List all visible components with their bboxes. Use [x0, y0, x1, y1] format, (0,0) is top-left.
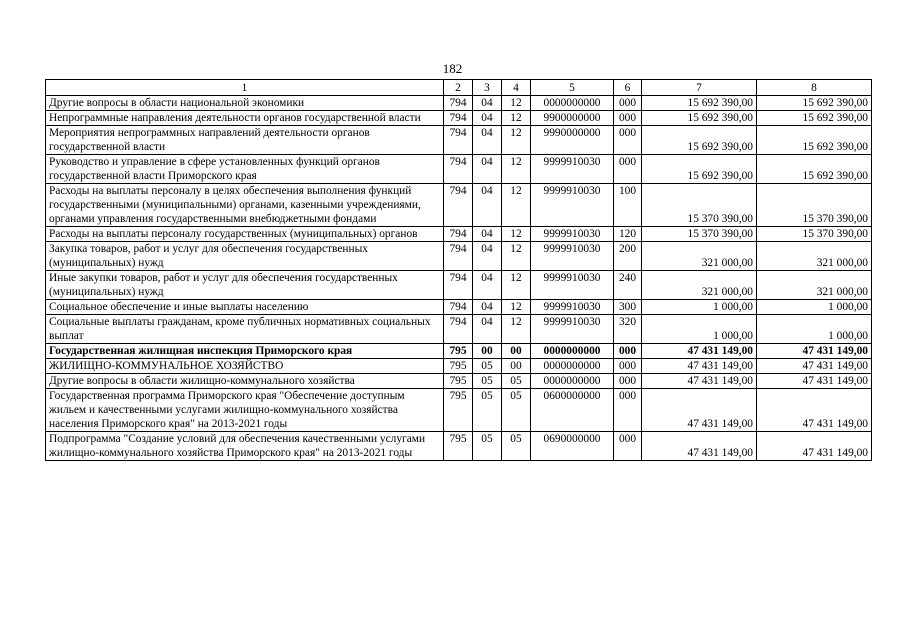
row-code-6: 240 [614, 271, 642, 300]
row-code-2: 795 [444, 359, 473, 374]
row-code-6: 000 [614, 432, 642, 461]
row-amount-8: 15 692 390,00 [757, 96, 872, 111]
row-amount-7: 15 370 390,00 [642, 184, 757, 227]
row-amount-7: 15 692 390,00 [642, 126, 757, 155]
row-code-5: 9999910030 [531, 227, 614, 242]
row-code-4: 12 [502, 96, 531, 111]
row-code-3: 04 [473, 227, 502, 242]
row-amount-8: 15 692 390,00 [757, 126, 872, 155]
row-name: Расходы на выплаты персоналу государственных (муниципальных) органов [46, 227, 444, 242]
row-code-4: 05 [502, 432, 531, 461]
table-row [46, 155, 872, 184]
row-code-3: 04 [473, 184, 502, 227]
row-amount-8: 321 000,00 [757, 242, 872, 271]
row-name: Руководство и управление в сфере установленных функций органов государственной власти Приморского края [46, 155, 444, 184]
row-amount-7: 15 692 390,00 [642, 96, 757, 111]
row-name: Расходы на выплаты персоналу в целях обеспечения выполнения функций государственными (муниципальными) органами, казенными учреждениями, органами управления государственными внебюджетными фондами [46, 184, 444, 227]
row-code-3: 05 [473, 432, 502, 461]
table-row [46, 300, 872, 315]
row-code-5: 0000000000 [531, 344, 614, 359]
row-code-6: 000 [614, 96, 642, 111]
row-code-3: 04 [473, 126, 502, 155]
row-name: Социальное обеспечение и иные выплаты населению [46, 300, 444, 315]
row-code-4: 12 [502, 315, 531, 344]
row-code-2: 795 [444, 344, 473, 359]
row-amount-8: 47 431 149,00 [757, 389, 872, 432]
row-amount-7: 321 000,00 [642, 242, 757, 271]
row-amount-8: 1 000,00 [757, 300, 872, 315]
row-name: Другие вопросы в области национальной экономики [46, 96, 444, 111]
row-amount-7: 321 000,00 [642, 271, 757, 300]
row-code-4: 12 [502, 184, 531, 227]
table-row [46, 344, 872, 359]
row-code-2: 794 [444, 242, 473, 271]
row-amount-7: 47 431 149,00 [642, 344, 757, 359]
column-header: 5 [531, 80, 614, 96]
row-code-4: 05 [502, 374, 531, 389]
row-code-2: 794 [444, 111, 473, 126]
row-code-5: 0000000000 [531, 96, 614, 111]
row-code-2: 794 [444, 300, 473, 315]
column-header: 2 [444, 80, 473, 96]
row-name: Социальные выплаты гражданам, кроме публичных нормативных социальных выплат [46, 315, 444, 344]
row-amount-8: 15 370 390,00 [757, 227, 872, 242]
table-row [46, 184, 872, 227]
row-code-5: 9999910030 [531, 155, 614, 184]
row-code-3: 05 [473, 389, 502, 432]
row-code-5: 0000000000 [531, 359, 614, 374]
row-code-4: 12 [502, 242, 531, 271]
row-code-6: 000 [614, 359, 642, 374]
row-code-5: 9999910030 [531, 184, 614, 227]
row-code-6: 000 [614, 111, 642, 126]
row-code-3: 04 [473, 96, 502, 111]
row-code-6: 320 [614, 315, 642, 344]
row-code-2: 794 [444, 126, 473, 155]
row-code-2: 794 [444, 184, 473, 227]
row-code-3: 04 [473, 155, 502, 184]
row-amount-7: 1 000,00 [642, 300, 757, 315]
row-amount-8: 47 431 149,00 [757, 359, 872, 374]
row-code-3: 05 [473, 374, 502, 389]
row-code-6: 000 [614, 389, 642, 432]
table-row [46, 359, 872, 374]
row-code-5: 9999910030 [531, 242, 614, 271]
row-code-3: 04 [473, 111, 502, 126]
row-code-6: 000 [614, 126, 642, 155]
row-amount-7: 47 431 149,00 [642, 389, 757, 432]
row-amount-7: 1 000,00 [642, 315, 757, 344]
row-code-4: 12 [502, 126, 531, 155]
row-code-6: 000 [614, 344, 642, 359]
row-amount-8: 47 431 149,00 [757, 432, 872, 461]
row-code-5: 9999910030 [531, 300, 614, 315]
row-code-4: 12 [502, 300, 531, 315]
row-code-2: 794 [444, 315, 473, 344]
table-row [46, 111, 872, 126]
column-header: 4 [502, 80, 531, 96]
row-amount-7: 47 431 149,00 [642, 432, 757, 461]
row-code-4: 12 [502, 155, 531, 184]
row-code-2: 795 [444, 432, 473, 461]
row-amount-7: 15 370 390,00 [642, 227, 757, 242]
row-name: Закупка товаров, работ и услуг для обеспечения государственных (муниципальных) нужд [46, 242, 444, 271]
row-code-5: 9999910030 [531, 271, 614, 300]
row-amount-8: 1 000,00 [757, 315, 872, 344]
row-code-3: 04 [473, 300, 502, 315]
row-code-4: 00 [502, 359, 531, 374]
row-code-2: 794 [444, 271, 473, 300]
row-amount-7: 47 431 149,00 [642, 374, 757, 389]
row-code-2: 794 [444, 155, 473, 184]
row-code-2: 795 [444, 389, 473, 432]
row-code-3: 04 [473, 242, 502, 271]
table-row [46, 374, 872, 389]
table-row [46, 389, 872, 432]
row-name: Другие вопросы в области жилищно-коммунального хозяйства [46, 374, 444, 389]
row-name: Непрограммные направления деятельности органов государственной власти [46, 111, 444, 126]
column-header: 7 [642, 80, 757, 96]
table-row [46, 227, 872, 242]
row-amount-8: 47 431 149,00 [757, 344, 872, 359]
column-header: 6 [614, 80, 642, 96]
row-code-6: 000 [614, 155, 642, 184]
table-row [46, 96, 872, 111]
table-row [46, 242, 872, 271]
row-code-5: 0600000000 [531, 389, 614, 432]
row-name: Государственная программа Приморского края "Обеспечение доступным жильем и качественными услугами жилищно-коммунального хозяйства населения Приморского края" на 2013-2021 годы [46, 389, 444, 432]
row-amount-8: 321 000,00 [757, 271, 872, 300]
row-code-5: 0000000000 [531, 374, 614, 389]
row-code-4: 00 [502, 344, 531, 359]
row-code-3: 00 [473, 344, 502, 359]
row-code-4: 12 [502, 271, 531, 300]
table-row [46, 271, 872, 300]
row-amount-8: 15 370 390,00 [757, 184, 872, 227]
row-name: Подпрограмма "Создание условий для обеспечения качественными услугами жилищно-коммунального хозяйства Приморского края" на 2013-2021 годы [46, 432, 444, 461]
column-header: 1 [46, 80, 444, 96]
header-row [46, 80, 872, 96]
row-name: Иные закупки товаров, работ и услуг для обеспечения государственных (муниципальных) нужд [46, 271, 444, 300]
table-row [46, 315, 872, 344]
row-code-3: 05 [473, 359, 502, 374]
row-name: ЖИЛИЩНО-КОММУНАЛЬНОЕ ХОЗЯЙСТВО [46, 359, 444, 374]
row-code-2: 794 [444, 96, 473, 111]
row-code-4: 12 [502, 227, 531, 242]
row-amount-7: 47 431 149,00 [642, 359, 757, 374]
row-code-3: 04 [473, 271, 502, 300]
row-code-2: 795 [444, 374, 473, 389]
column-header: 8 [757, 80, 872, 96]
budget-table [45, 79, 872, 461]
row-code-5: 9999910030 [531, 315, 614, 344]
page-number: 182 [442, 61, 463, 76]
row-code-6: 300 [614, 300, 642, 315]
row-code-5: 9990000000 [531, 126, 614, 155]
row-code-6: 120 [614, 227, 642, 242]
column-header: 3 [473, 80, 502, 96]
row-amount-8: 15 692 390,00 [757, 111, 872, 126]
row-code-5: 0690000000 [531, 432, 614, 461]
row-code-2: 794 [444, 227, 473, 242]
row-code-5: 9900000000 [531, 111, 614, 126]
table-row [46, 126, 872, 155]
table-row [46, 432, 872, 461]
row-code-4: 05 [502, 389, 531, 432]
row-name: Мероприятия непрограммных направлений деятельности органов государственной власти [46, 126, 444, 155]
row-code-6: 200 [614, 242, 642, 271]
row-name: Государственная жилищная инспекция Приморского края [46, 344, 444, 359]
row-code-6: 100 [614, 184, 642, 227]
row-amount-8: 47 431 149,00 [757, 374, 872, 389]
row-amount-8: 15 692 390,00 [757, 155, 872, 184]
row-code-4: 12 [502, 111, 531, 126]
row-amount-7: 15 692 390,00 [642, 155, 757, 184]
row-code-3: 04 [473, 315, 502, 344]
row-code-6: 000 [614, 374, 642, 389]
row-amount-7: 15 692 390,00 [642, 111, 757, 126]
